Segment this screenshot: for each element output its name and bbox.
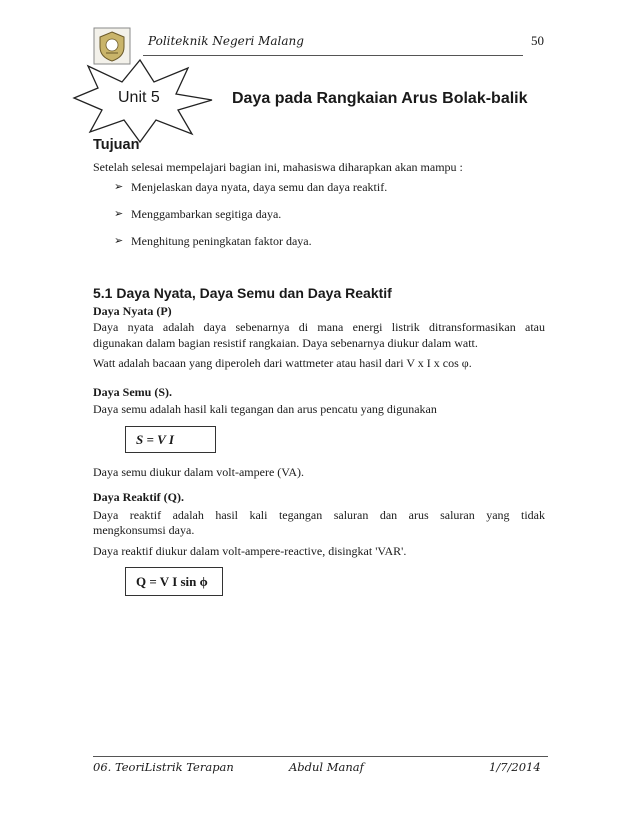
section-heading: 5.1 Daya Nyata, Daya Semu dan Daya Reaktif [93,285,392,301]
unit-label: Unit 5 [118,89,160,106]
footer-date: 1/7/2014 [489,760,541,774]
formula-box-q [125,567,223,596]
arrow-bullet-icon: ➢ [114,181,124,193]
formula-box-s [125,426,216,453]
header-institution: Politeknik Negeri Malang [148,34,304,48]
objective-list [114,180,387,261]
footer-divider [93,756,548,757]
daya-nyata-line3: Watt adalah bacaan yang diperoleh dari wattmeter atau hasil dari V x I x cos φ. [93,356,472,370]
footer-course: 06. TeoriListrik Terapan [93,760,234,774]
arrow-bullet-icon: ➢ [114,208,124,220]
arrow-bullet-icon: ➢ [114,235,124,247]
footer-author: Abdul Manaf [289,760,364,774]
tujuan-heading: Tujuan [93,137,140,153]
list-item: ➢ Menghitung peningkatan faktor daya. [114,234,312,248]
list-item: ➢ Menggambarkan segitiga daya. [114,207,282,221]
page-number: 50 [531,33,544,48]
header-divider [143,55,523,56]
daya-nyata-line2: digunakan dalam bagian resistif rangkaian. Daya sebenarnya diukur dalam watt. [93,336,478,350]
daya-semu-line1: Daya semu adalah hasil kali tegangan dan arus pencatu yang digunakan [93,402,437,416]
daya-nyata-heading: Daya Nyata (P) [93,304,172,318]
daya-semu-unit: Daya semu diukur dalam volt-ampere (VA). [93,465,305,479]
daya-reaktif-line1: Daya reaktif adalah hasil kali tegangan saluran dan arus saluran yang tidak [93,508,545,522]
daya-nyata-line1: Daya nyata adalah daya sebenarnya di mana energi listrik ditransformasikan atau [93,320,545,334]
formula-s: S = V I [136,431,174,447]
formula-q: Q = V I sin ϕ [136,573,208,589]
unit-title: Daya pada Rangkaian Arus Bolak-balik [232,90,528,107]
list-item: ➢ Menjelaskan daya nyata, daya semu dan daya reaktif. [114,180,388,194]
tujuan-intro: Setelah selesai mempelajari bagian ini, mahasiswa diharapkan akan mampu : [93,160,463,174]
daya-reaktif-line2: mengkonsumsi daya. [93,523,195,537]
daya-reaktif-unit: Daya reaktif diukur dalam volt-ampere-reactive, disingkat 'VAR'. [93,544,407,558]
daya-reaktif-heading: Daya Reaktif (Q). [93,490,184,504]
daya-semu-heading: Daya Semu (S). [93,385,173,399]
